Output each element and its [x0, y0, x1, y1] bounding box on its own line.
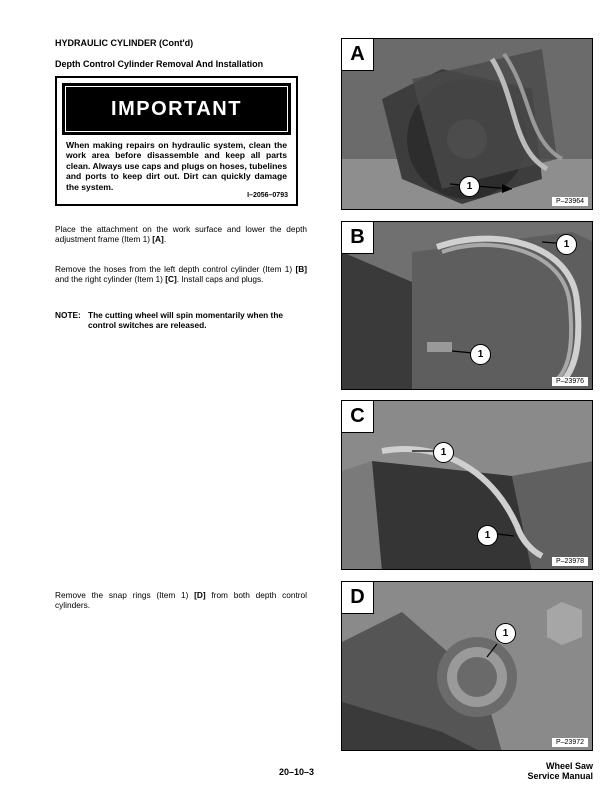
- figure-b-callout-1: 1: [556, 234, 577, 255]
- figure-a-callout: 1: [459, 176, 480, 197]
- note-label: NOTE:: [55, 310, 81, 320]
- figure-b-code: P–23976: [552, 377, 588, 386]
- figure-c-label: C: [342, 401, 374, 433]
- page-number: 20–10–3: [279, 767, 315, 777]
- figure-a: [341, 38, 593, 210]
- figure-b-callout-2: 1: [470, 344, 491, 365]
- figure-c-code: P–23978: [552, 557, 588, 566]
- step-paragraph-1: Place the attachment on the work surface and lower the depth adjustment frame (Item 1) [A].: [55, 224, 307, 244]
- step-paragraph-3: Remove the snap rings (Item 1) [D] from both depth control cylinders.: [55, 590, 307, 610]
- figure-c-photo: [342, 401, 593, 570]
- footer-title-line-2: Service Manual: [527, 771, 593, 781]
- figure-d-code: P–23972: [552, 738, 588, 747]
- subsection-title: Depth Control Cylinder Removal And Installation: [55, 59, 264, 69]
- footer-title-line-1: Wheel Saw: [545, 761, 593, 771]
- figure-b-photo: [342, 222, 593, 390]
- figure-b-label: B: [342, 222, 374, 254]
- section-title: HYDRAULIC CYLINDER (Cont'd): [55, 38, 194, 48]
- figure-a-code: P–23964: [552, 197, 588, 206]
- note: [55, 311, 307, 333]
- figure-d-label: D: [342, 582, 374, 614]
- figure-d: [341, 581, 593, 751]
- important-text: When making repairs on hydraulic system, clean the work area before disassemble and keep all parts clean. Always use caps and plugs on hoses, tubelines and ports to keep dirt out. Dirt can quickly damage the system.: [66, 140, 287, 192]
- figure-d-photo: [342, 582, 593, 751]
- figure-b: [341, 221, 593, 390]
- important-code: I–2056–0793: [247, 192, 288, 199]
- important-notice: [55, 76, 298, 206]
- step-paragraph-2: Remove the hoses from the left depth control cylinder (Item 1) [B] and the right cylinder (Item 1) [C]. Install caps and plugs.: [55, 264, 307, 284]
- figure-a-label: A: [342, 39, 374, 71]
- figure-c-callout-2: 1: [477, 525, 498, 546]
- figure-c-callout-1: 1: [433, 442, 454, 463]
- important-heading: IMPORTANT: [65, 86, 288, 132]
- note-text: The cutting wheel will spin momentarily when the control switches are released.: [88, 310, 284, 330]
- figure-c: [341, 400, 593, 570]
- important-banner: [62, 83, 291, 135]
- figure-d-callout: 1: [495, 623, 516, 644]
